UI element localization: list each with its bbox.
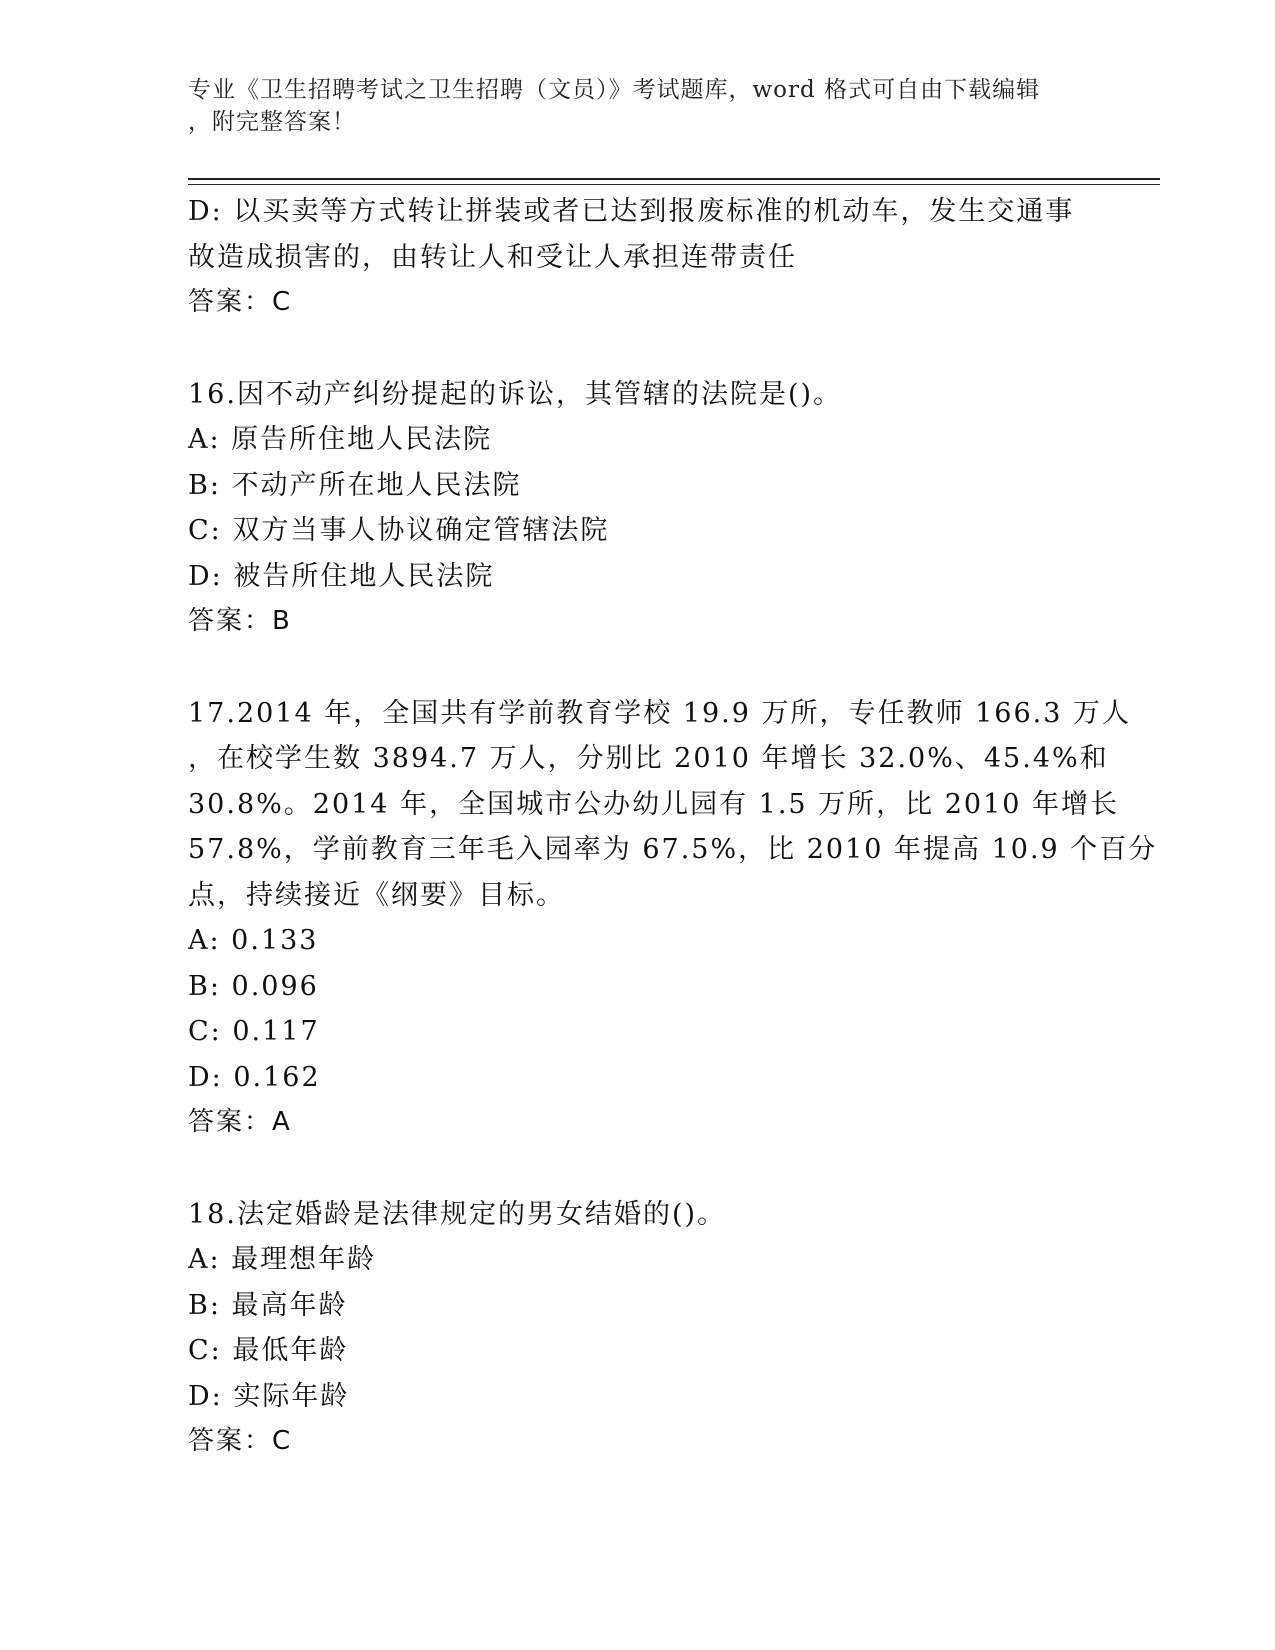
option-d-line-1: D: 以买卖等方式转让拼装或者已达到报废标准的机动车，发生交通事 <box>188 196 1075 227</box>
header-line-2: ，附完整答案！ <box>188 109 356 135</box>
option-b: B: 最高年龄 <box>188 1289 348 1321</box>
option-d: D: 实际年龄 <box>188 1380 350 1412</box>
option-a: A: 原告所住地人民法院 <box>188 424 493 455</box>
document-body <box>188 189 1158 1465</box>
spacer <box>188 645 1088 691</box>
question-15-tail <box>188 189 1088 326</box>
option-d: D: 0.162 <box>188 1061 321 1093</box>
question-text-line-1: 17.2014 年，全国共有学前教育学校 19.9 万所，专任教师 166.3 万人 <box>188 697 1131 729</box>
answer-label: 答案：A <box>188 1107 292 1137</box>
question-text-line-3: 30.8%。2014 年，全国城市公办幼儿园有 1.5 万所，比 2010 年增长 <box>188 788 1120 820</box>
option-d: D: 被告所住地人民法院 <box>188 560 495 592</box>
header-divider-thick <box>188 178 1160 180</box>
answer-label: 答案：C <box>188 287 293 317</box>
option-a: A: 0.133 <box>188 925 319 956</box>
question-16 <box>188 372 1088 645</box>
option-c: C: 0.117 <box>188 1016 320 1047</box>
option-b: B: 0.096 <box>188 970 319 1002</box>
question-text-line-5: 点，持续接近《纲要》目标。 <box>188 879 565 911</box>
option-b: B: 不动产所在地人民法院 <box>188 469 522 501</box>
spacer <box>188 326 1088 372</box>
option-d-line-2: 故造成损害的，由转让人和受让人承担连带责任 <box>188 241 797 273</box>
option-c: C: 最低年龄 <box>188 1335 349 1366</box>
header-divider-thin <box>188 184 1160 185</box>
spacer <box>188 1146 1088 1192</box>
question-17 <box>188 691 1158 1146</box>
answer-label: 答案：B <box>188 606 292 636</box>
document-header <box>188 74 1088 138</box>
question-text: 16.因不动产纠纷提起的诉讼，其管辖的法院是()。 <box>188 378 843 410</box>
option-a: A: 最理想年龄 <box>188 1244 377 1275</box>
header-line-1: 专业《卫生招聘考试之卫生招聘（文员）》考试题库，word 格式可自由下载编辑 <box>188 77 1041 103</box>
question-text-line-4: 57.8%，学前教育三年毛入园率为 67.5%，比 2010 年提高 10.9 个百分 <box>188 834 1158 865</box>
option-c: C: 双方当事人协议确定管辖法院 <box>188 515 610 546</box>
question-text: 18.法定婚龄是法律规定的男女结婚的()。 <box>188 1198 727 1230</box>
question-text-line-2: ，在校学生数 3894.7 万人，分别比 2010 年增长 32.0%、45.4%和 <box>188 743 1109 774</box>
question-18 <box>188 1192 1088 1465</box>
answer-label: 答案：C <box>188 1426 293 1456</box>
